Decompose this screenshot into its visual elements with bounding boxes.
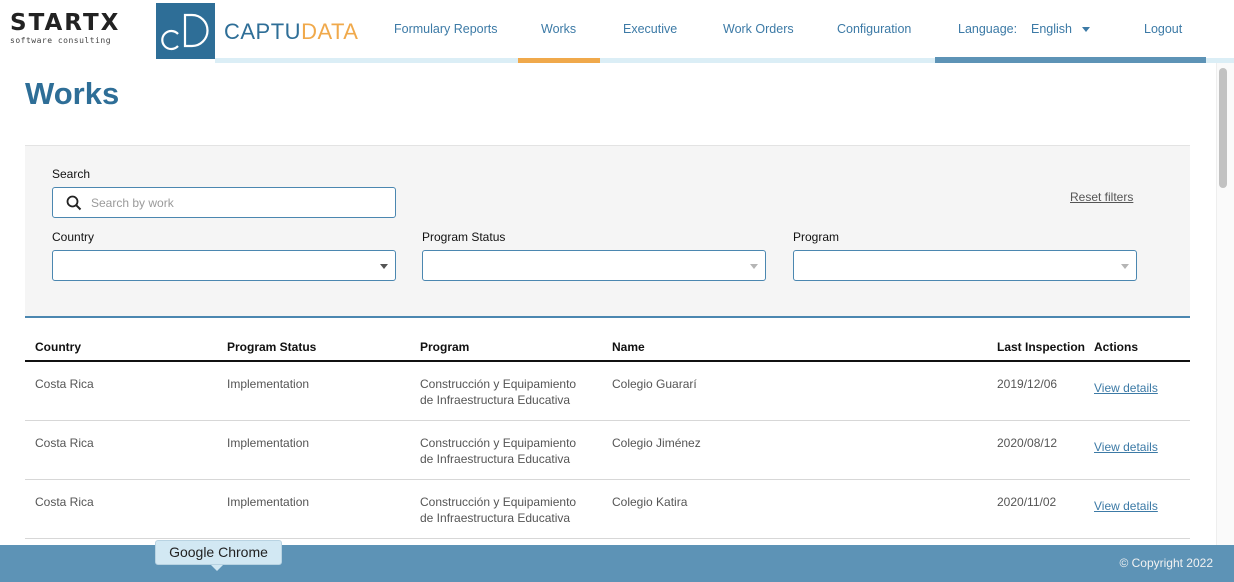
nav-formulary-reports[interactable]: Formulary Reports	[394, 22, 498, 36]
column-header-program[interactable]: Program	[420, 340, 470, 354]
column-header-program-status[interactable]: Program Status	[227, 340, 317, 354]
cell-program	[420, 435, 576, 467]
page-title: Works	[25, 76, 120, 111]
program-status-select[interactable]	[422, 250, 766, 281]
cell-program-line2: de Infraestructura Educativa	[420, 511, 571, 525]
chevron-down-icon	[1121, 264, 1129, 269]
column-header-last-inspection[interactable]: Last Inspection	[997, 340, 1086, 354]
captudata-logo-prefix: CAPTU	[224, 19, 302, 44]
search-label: Search	[52, 167, 91, 181]
scrollbar-thumb[interactable]	[1219, 68, 1227, 188]
program-select[interactable]	[793, 250, 1137, 281]
cell-name: Colegio Guararí	[612, 377, 697, 391]
nav-work-orders[interactable]: Work Orders	[723, 22, 794, 36]
table-row	[25, 421, 1190, 480]
cell-country: Costa Rica	[35, 436, 94, 450]
startx-logo	[10, 12, 150, 46]
nav-active-indicator	[518, 58, 600, 63]
app-header	[0, 0, 1234, 63]
cell-program-status: Implementation	[227, 436, 310, 450]
view-details-link[interactable]: View details	[1094, 381, 1158, 395]
reset-filters-link[interactable]: Reset filters	[1070, 190, 1134, 204]
cell-last-inspection: 2020/08/12	[997, 436, 1058, 450]
nav-executive[interactable]: Executive	[623, 22, 678, 36]
cell-country: Costa Rica	[35, 377, 94, 391]
filter-panel	[25, 145, 1190, 318]
cell-program-line1: Construcción y Equipamiento	[420, 377, 577, 391]
table-row	[25, 480, 1190, 539]
logout-button[interactable]: Logout	[1144, 22, 1183, 36]
view-details-link[interactable]: View details	[1094, 440, 1158, 454]
search-field[interactable]	[52, 187, 396, 218]
captudata-logo-icon	[156, 3, 215, 59]
startx-logo-tagline: software consulting	[10, 36, 112, 45]
cell-last-inspection: 2020/11/02	[997, 495, 1057, 509]
view-details-link[interactable]: View details	[1094, 499, 1158, 513]
cell-name: Colegio Katira	[612, 495, 688, 509]
taskbar-tooltip: Google Chrome	[155, 540, 282, 565]
cell-name: Colegio Jiménez	[612, 436, 701, 450]
chevron-down-icon	[380, 264, 388, 269]
tooltip-arrow	[211, 565, 223, 571]
language-select[interactable]: English	[1031, 22, 1072, 36]
nav-right-indicator	[935, 57, 1206, 63]
language-label: Language:	[958, 22, 1018, 36]
captudata-logo-text	[224, 19, 358, 45]
program-label: Program	[793, 230, 840, 244]
program-status-label: Program Status	[422, 230, 506, 244]
cell-program-status: Implementation	[227, 377, 310, 391]
cell-program-line1: Construcción y Equipamiento	[420, 495, 577, 509]
chevron-down-icon[interactable]	[1082, 27, 1090, 32]
cell-program-line2: de Infraestructura Educativa	[420, 393, 571, 407]
cell-last-inspection: 2019/12/06	[997, 377, 1058, 391]
cell-program	[420, 494, 576, 526]
column-header-actions: Actions	[1094, 340, 1139, 354]
cell-country: Costa Rica	[35, 495, 94, 509]
country-select[interactable]	[52, 250, 396, 281]
chevron-down-icon	[750, 264, 758, 269]
nav-configuration[interactable]: Configuration	[837, 22, 912, 36]
search-input[interactable]	[91, 193, 381, 213]
cell-program-line2: de Infraestructura Educativa	[420, 452, 571, 466]
nav-works[interactable]: Works	[541, 22, 577, 36]
copyright-text: © Copyright 2022	[1119, 556, 1213, 570]
column-header-country[interactable]: Country	[35, 340, 81, 354]
country-label: Country	[52, 230, 95, 244]
search-icon	[66, 195, 82, 211]
cell-program-line1: Construcción y Equipamiento	[420, 436, 577, 450]
table-row	[25, 362, 1190, 421]
column-header-name[interactable]: Name	[612, 340, 645, 354]
captudata-logo-suffix: DATA	[301, 19, 359, 44]
startx-logo-word: STARTX	[10, 10, 121, 36]
cell-program	[420, 376, 576, 408]
cell-program-status: Implementation	[227, 495, 310, 509]
